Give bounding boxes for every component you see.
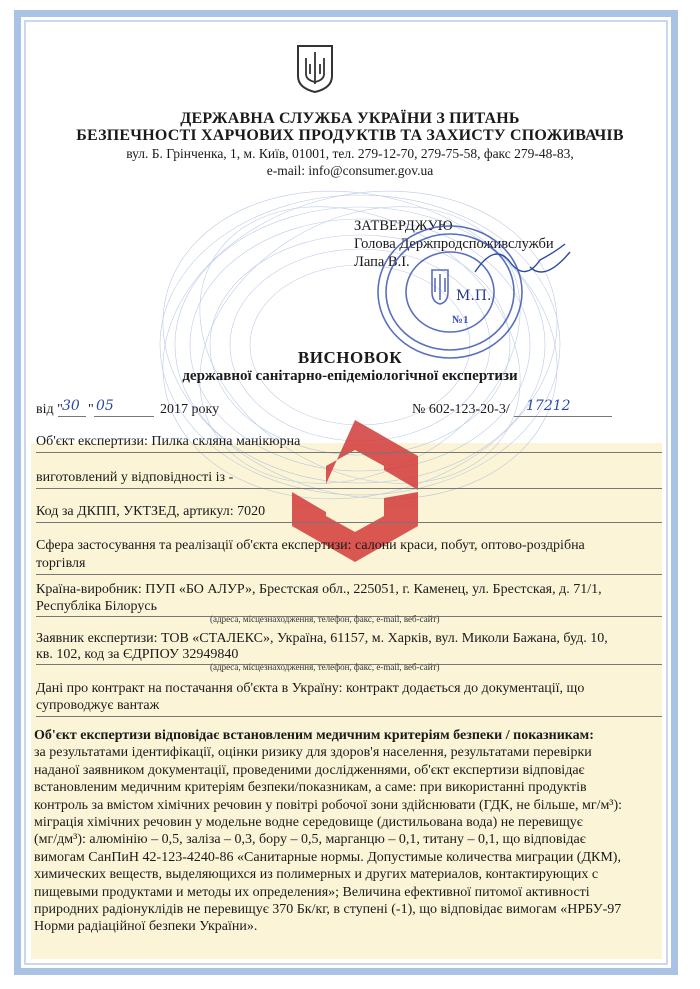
country-line2: Республіка Білорусь — [36, 599, 157, 614]
agency-address-line2: e-mail: info@consumer.gov.ua — [266, 163, 434, 178]
manufactured-field: виготовлений у відповідності із - — [36, 470, 234, 485]
date-month: 05 — [96, 398, 114, 414]
date-prefix: від " — [36, 402, 63, 417]
conclusion-line: за результатами ідентифікації, оцінки ризику для здоров'я населення, результатами перевірки — [34, 745, 592, 761]
scope-line1: Сфера застосування та реалізації об'єкта експертизи: салони краси, побут, оптово-роздрібна — [36, 538, 585, 553]
date-day: 30 — [62, 398, 80, 414]
conclusion-line: наданої заявником документації, проведеними дослідженнями, об'єкт експертизи відповідає — [34, 762, 585, 778]
country-line1: Країна-виробник: ПУП «БО АЛУР», Брестская обл., 225051, г. Каменец, ул. Брестская, д. 71/1, — [36, 582, 602, 597]
agency-name-line1: ДЕРЖАВНА СЛУЖБА УКРАЇНИ З ПИТАНЬ — [180, 110, 520, 127]
code-field: Код за ДКПП, УКТЗЕД, артикул: 7020 — [36, 504, 266, 519]
scope-line2: торгівля — [36, 556, 86, 571]
approval-line3: Лапа В.І. — [354, 254, 410, 270]
coat-of-arms-icon — [296, 44, 334, 94]
number-prefix: № 602-123-20-3/ — [412, 402, 510, 417]
conclusion-line: міграція хімічних речовин у модельне водне середовище (дистильована вода) не перевищує — [34, 815, 583, 831]
date-quote: " — [88, 402, 94, 417]
contract-line1: Дані про контракт на постачання об'єкта в Україну: контракт додається до документації, що — [36, 681, 585, 696]
number-handwritten: 17212 — [526, 398, 571, 414]
applicant-caption: (адреса, місцезнаходження, телефон, факс, e-mail, веб-сайт) — [210, 662, 440, 672]
document-title: ВИСНОВОК — [297, 348, 403, 367]
object-field: Об'єкт експертизи: Пилка скляна манікюрна — [36, 434, 301, 449]
conclusion-line: пищевыми продуктами и методы их определения»; Величина ефективної питомої активності — [34, 884, 590, 900]
document-subtitle: державної санітарно-епідеміологічної експертизи — [182, 368, 518, 384]
conclusion-line: химических веществ, выделяющихся из полимерных и других материалов, контактирующих с — [34, 867, 599, 883]
applicant-line1: Заявник експертизи: ТОВ «СТАЛЕКС», Україна, 61157, м. Харків, вул. Миколи Бажана, буд. 10, — [36, 631, 608, 646]
conclusion-block — [34, 727, 662, 936]
conclusion-heading: Об'єкт експертизи відповідає встановленим медичним критеріям безпеки / показникам: — [34, 728, 594, 743]
conclusion-line: природних радіонуклідів не перевищує 370 Бк/кг, в ступені (-1), що відповідає вимогам «НРБУ-97 — [34, 902, 622, 918]
applicant-line2: кв. 102, код за ЄДРПОУ 32949840 — [36, 647, 239, 662]
stamp-mark: М.П. — [456, 288, 492, 304]
date-year: 2017 року — [160, 402, 220, 417]
stamp-number: №1 — [452, 314, 469, 326]
official-stamp — [374, 222, 526, 362]
conclusion-line: встановленим медичним критеріям безпеки/показникам, а саме: при використанні продуктів — [34, 780, 587, 796]
conclusion-line: вимогам СанПиН 42-123-4240-86 «Санитарные нормы. Допустимые количества миграции (ДКМ), — [34, 849, 621, 865]
agency-name-line2: БЕЗПЕЧНОСТІ ХАРЧОВИХ ПРОДУКТІВ ТА ЗАХИСТУ СПОЖИВАЧІВ — [76, 127, 624, 144]
approval-line1: ЗАТВЕРДЖУЮ — [354, 218, 453, 234]
conclusion-line: (мг/дм³): алюмінію – 0,5, заліза – 0,3, бору – 0,5, марганцю – 0,1, титану – 0,1, що відповідає — [34, 832, 586, 848]
country-caption: (адреса, місцезнаходження, телефон, факс, e-mail, веб-сайт) — [210, 614, 440, 624]
approval-line2: Голова Держпродспоживслужби — [354, 236, 554, 252]
conclusion-line: Норми радіаційної безпеки України». — [34, 919, 258, 935]
conclusion-line: контроль за вмістом хімічних речовин у повітрі робочої зони здійснювати (ГДК, не більше, мг/м³): — [34, 797, 623, 813]
contract-line2: супроводжує вантаж — [36, 698, 160, 713]
agency-address-line1: вул. Б. Грінченка, 1, м. Київ, 01001, тел. 279-12-70, 279-75-58, факс 279-48-83, — [126, 146, 574, 161]
